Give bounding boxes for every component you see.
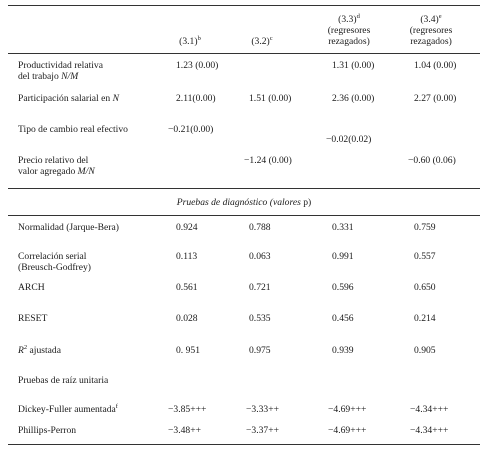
row-label-arch: ARCH	[18, 282, 45, 293]
cell: 0.214	[414, 313, 436, 324]
top-rule	[8, 5, 480, 6]
section-rule-top	[8, 188, 480, 189]
column-header-3-4: $(3.4)^e$ (regresores rezagados)	[409, 12, 453, 47]
cell: 1.04 (0.00)	[414, 60, 457, 71]
row-label-participacion: Participación salarial en N	[18, 93, 119, 104]
row-label-dickey-fuller: Dickey-Fuller aumentada$^f$	[18, 402, 118, 415]
cell: 0.113	[176, 251, 198, 262]
cell: 0.721	[249, 282, 271, 293]
row-label-precio-relativo: Precio relativo del valor agregado M/N	[18, 155, 95, 177]
cell: −3.48++	[168, 425, 202, 436]
row-label-tipo-cambio: Tipo de cambio real efectivo	[18, 124, 128, 135]
cell: 0.650	[414, 282, 436, 293]
cell: −4.69+++	[328, 425, 367, 436]
header-rule	[8, 53, 480, 54]
cell: −0.21(0.00)	[168, 124, 214, 135]
column-header-3-1: $(3.1)^b$	[179, 34, 201, 47]
cell: −3.33++	[246, 404, 280, 415]
cell: 1.23 (0.00)	[176, 60, 219, 71]
cell: 0.596	[332, 282, 354, 293]
cell: 0.991	[332, 251, 354, 262]
cell: 0.759	[414, 222, 436, 233]
unit-root-heading: Pruebas de raíz unitaria	[18, 375, 109, 386]
cell: −4.69+++	[328, 404, 367, 415]
row-label-phillips-perron: Phillips-Perron	[18, 425, 77, 436]
cell: 0.557	[414, 251, 436, 262]
cell: 0.063	[249, 251, 271, 262]
row-label-correlacion: Correlación serial (Breusch-Godfrey)	[18, 251, 91, 273]
cell: 0.905	[414, 345, 436, 356]
cell: 0. 951	[176, 345, 200, 356]
cell: −4.34+++	[410, 404, 449, 415]
section-title: Pruebas de diagnóstico (valores p)	[176, 197, 312, 208]
cell: 0.456	[332, 313, 354, 324]
cell: 0.939	[332, 345, 354, 356]
cell: 0.028	[176, 313, 198, 324]
cell: −1.24 (0.00)	[244, 155, 292, 166]
cell: 0.561	[176, 282, 198, 293]
cell: −0.60 (0.06)	[408, 155, 456, 166]
cell: 2.36 (0.00)	[332, 93, 375, 104]
bottom-rule	[8, 444, 480, 445]
row-label-r2-ajustada: $R^2$ ajustada	[18, 343, 61, 356]
cell: −3.37++	[246, 425, 280, 436]
cell: 0.924	[176, 222, 198, 233]
cell: 0.975	[249, 345, 271, 356]
cell: 0.331	[332, 222, 354, 233]
row-label-normalidad: Normalidad (Jarque-Bera)	[18, 222, 119, 233]
cell: 1.31 (0.00)	[332, 60, 375, 71]
row-label-reset: RESET	[18, 313, 48, 324]
cell: 2.27 (0.00)	[414, 93, 457, 104]
cell: 2.11(0.00)	[176, 93, 216, 104]
cell: −4.34+++	[410, 425, 449, 436]
cell: −0.02(0.02)	[326, 134, 372, 145]
cell: 1.51 (0.00)	[249, 93, 292, 104]
section-rule-bottom	[8, 215, 480, 216]
column-header-3-2: $(3.2)^c$	[251, 34, 273, 47]
row-label-productividad: Productividad relativa del trabajo N/M	[18, 60, 103, 82]
cell: −3.85+++	[168, 404, 207, 415]
cell: 0.788	[249, 222, 271, 233]
cell: 0.535	[249, 313, 271, 324]
column-header-3-3: $(3.3)^d$ (regresores rezagados)	[327, 12, 371, 47]
